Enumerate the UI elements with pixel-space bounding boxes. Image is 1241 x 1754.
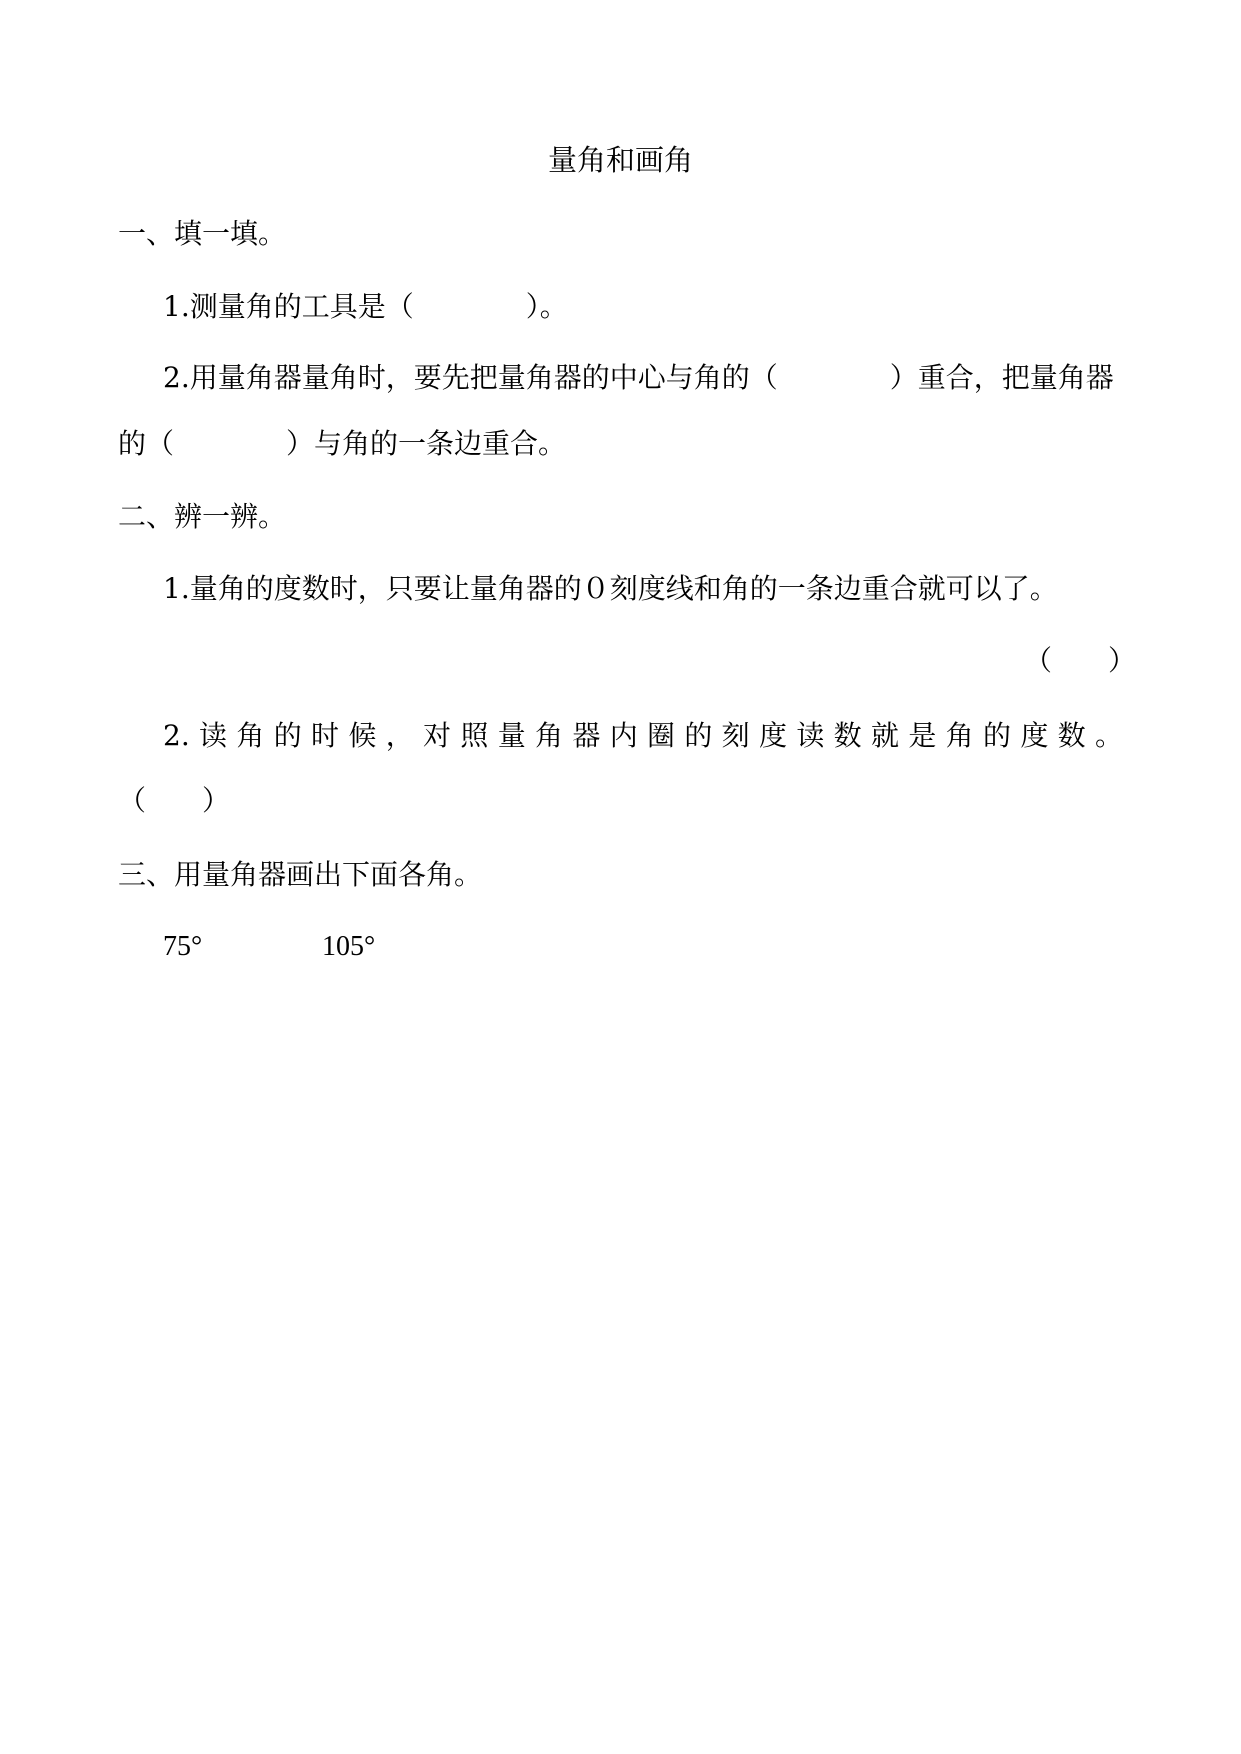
angle-105: 105°	[322, 931, 376, 962]
fill-question-2-line-2: 的（ ）与角的一条边重合。	[118, 427, 567, 460]
page-title: 量角和画角	[547, 143, 693, 177]
fill-question-2-line-1: 2.用量角器量角时，要先把量角器的中心与角的（ ）重合，把量角器	[163, 361, 1114, 394]
judge-question-2-answer-box: （ ）	[118, 784, 231, 817]
angle-75: 75°	[163, 931, 203, 962]
fill-question-1: 1.测量角的工具是（ ）。	[163, 290, 568, 323]
judge-question-2: 2.读角的时候，对照量角器内圈的刻度读数就是角的度数。	[163, 719, 1123, 752]
judge-question-1: 1.量角的度数时，只要让量角器的０刻度线和角的一条边重合就可以了。	[163, 572, 1058, 605]
section-1-heading: 一、填一填。	[118, 217, 287, 250]
section-3-heading: 三、用量角器画出下面各角。	[118, 858, 483, 891]
judge-question-1-answer-box: （ ）	[1024, 644, 1137, 677]
section-2-heading: 二、辨一辨。	[118, 500, 287, 533]
